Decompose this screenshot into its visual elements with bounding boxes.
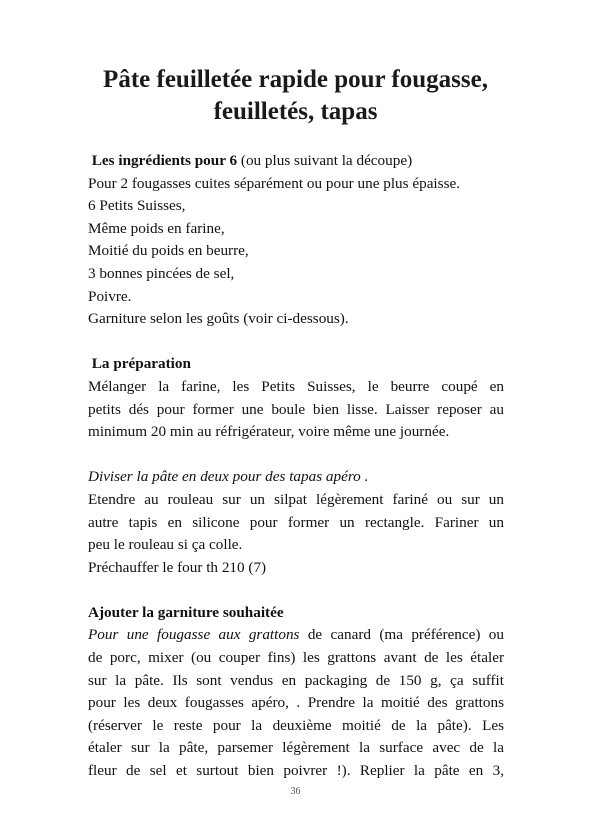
garniture-line: de porc, mixer (ou couper fins) les grattons avant de les étaler [88, 649, 504, 667]
garniture-line-1 [88, 624, 504, 647]
garniture-line: pour les deux fougasses apéro, . Prendre la moitié des grattons [88, 694, 504, 712]
preparation-heading: La préparation [91, 355, 191, 373]
ingredients-heading-note: (ou plus suivant la découpe) [237, 152, 413, 169]
division-italic-line: Diviser la pâte en deux pour des tapas apéro . [88, 468, 369, 486]
division-line: peu le rouleau si ça colle. [88, 536, 243, 554]
division-line: autre tapis en silicone pour former un rectangle. Fariner un [88, 513, 504, 531]
ingredients-heading: Les ingrédients pour 6 [91, 152, 238, 169]
garniture-line: sur la pâte. Ils sont vendus en packaging de 150 g, ça suffit [88, 671, 504, 689]
ingredients-heading-line [88, 150, 504, 173]
page-number: 36 [290, 786, 301, 797]
division-line: Préchauffer le four th 210 (7) [88, 558, 267, 576]
garniture-line: fleur de sel et surtout bien poivrer !). Replier la pâte en 3, [88, 762, 504, 780]
preparation-line: minimum 20 min au réfrigérateur, voire même une journée. [88, 423, 450, 441]
garniture-heading: Ajouter la garniture souhaitée [88, 603, 284, 621]
page-title [40, 64, 551, 128]
ingredient-line: 3 bonnes pincées de sel, [88, 264, 235, 282]
ingredient-line: Garniture selon les goûts (voir ci-dessous). [88, 310, 349, 328]
title-line-2: feuilletés, tapas [213, 98, 378, 125]
ingredient-line: 6 Petits Suisses, [88, 197, 186, 215]
garniture-line-1-rest: de canard (ma préférence) ou [299, 626, 504, 644]
title-line-1: Pâte feuilletée rapide pour fougasse, [103, 66, 488, 93]
spacer [88, 331, 504, 354]
preparation-line: petits dés pour former une boule bien lisse. Laisser reposer au [88, 400, 504, 418]
preparation-line: Mélanger la farine, les Petits Suisses, le beurre coupé en [88, 377, 504, 395]
ingredient-line: Poivre. [88, 287, 132, 305]
garniture-line: étaler sur la pâte, parsemer légèrement la surface avec de la [88, 739, 504, 757]
preparation-heading-line [88, 353, 504, 376]
ingredient-line: Moitié du poids en beurre, [88, 242, 249, 260]
garniture-line: (réserver le reste pour la deuxième moitié de la pâte). Les [88, 716, 504, 734]
spacer [88, 444, 504, 467]
spacer [88, 579, 504, 602]
division-line: Etendre au rouleau sur un silpat légèrement fariné ou sur un [88, 490, 504, 508]
garniture-italic: Pour une fougasse aux grattons [88, 626, 300, 644]
ingredient-line: Pour 2 fougasses cuites séparément ou pour une plus épaisse. [88, 174, 461, 192]
recipe-body [88, 150, 504, 783]
ingredient-line: Même poids en farine, [88, 219, 225, 237]
